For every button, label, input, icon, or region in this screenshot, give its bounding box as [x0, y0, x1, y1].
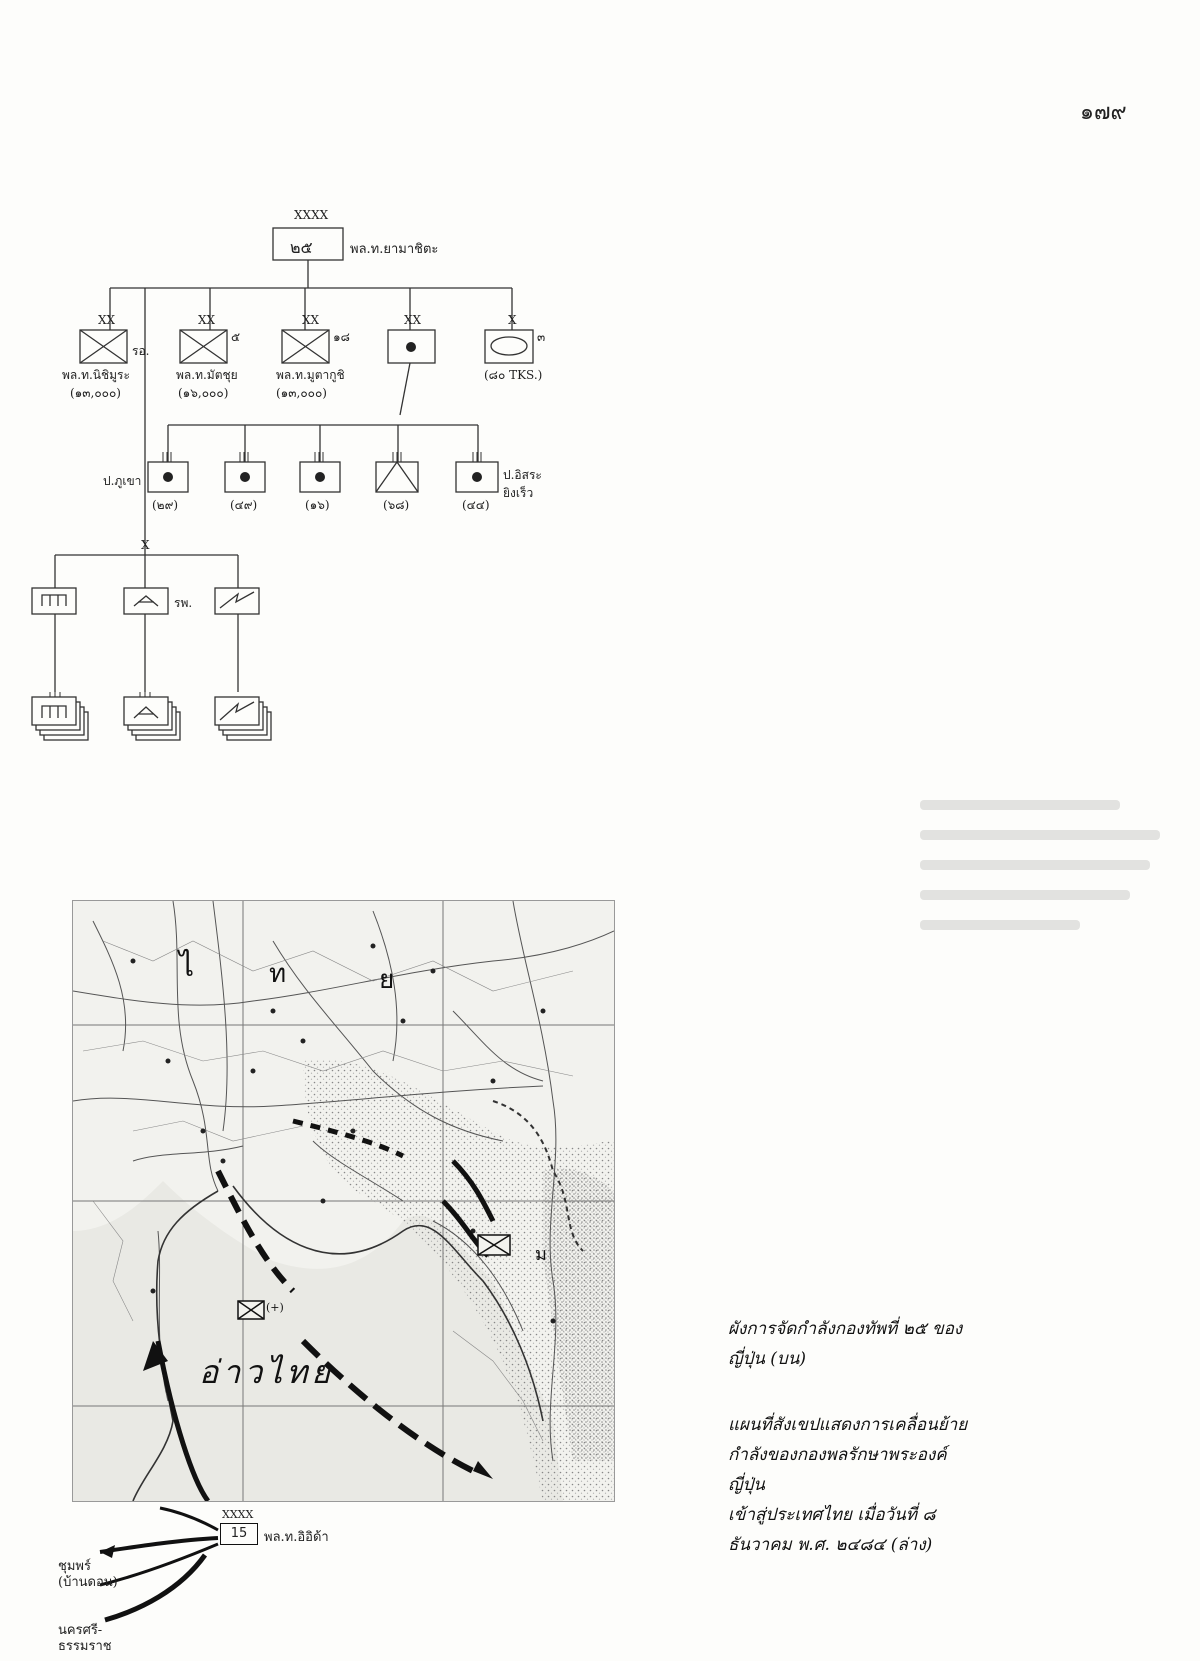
map-force-tag: (+) [266, 1301, 284, 1314]
map-army-echelon: XXXX [222, 1508, 254, 1521]
caption-bottom-line-2: กำลังของกองพลรักษาพระองค์ญี่ปุ่น [728, 1445, 947, 1495]
division-1-suffix: รอ. [132, 344, 150, 358]
caption-bottom-line-3: เข้าสู่ประเทศไทย เมื่อวันที่ ๘ [728, 1505, 936, 1525]
caption-top-line-1: ผังการจัดกำลังกองทัพที่ ๒๕ ของ [728, 1319, 963, 1339]
map-east-marker: ม [535, 1244, 547, 1265]
map-army-commander: พล.ท.อิอิด้า [264, 1530, 329, 1545]
map-country-letter-1: ไ [179, 949, 195, 984]
map-country-letter-3: ย [379, 965, 395, 995]
regiment-5-label: (๔๔) [462, 498, 490, 512]
regiment-1-label: (๒๙) [152, 498, 179, 512]
regiment-4-label: (๖๘) [383, 498, 410, 512]
regiment-2-label: (๔๙) [230, 498, 258, 512]
army-echelon: XXXX [294, 208, 329, 222]
caption-top-line-2: ญี่ปุ่น (บน) [728, 1349, 806, 1369]
regiment-1-left-label: ป.ภูเขา [103, 474, 142, 488]
org-chart [0, 0, 620, 760]
map-gulf-label: อ่าวไทย [199, 1353, 335, 1391]
caption-bottom-line-1: แผนที่สังเขปแสดงการเคลื่อนย้าย [728, 1415, 968, 1435]
army-commander: พล.ท.ยามาชิตะ [350, 242, 439, 257]
regiment-5-right-label-1: ป.อิสระ [503, 468, 542, 482]
map-dest-2a: นครศรี- [58, 1623, 103, 1638]
division-3-strength: (๑๓,๐๐๐) [276, 386, 327, 400]
map-drawing [73, 901, 614, 1501]
hospital-label: รพ. [174, 596, 193, 610]
division-5-strength: (๘๐ TKS.) [484, 368, 543, 382]
division-1-echelon: XX [98, 313, 116, 327]
division-1-strength: (๑๓,๐๐๐) [70, 386, 121, 400]
map-country-letter-2: ท [269, 959, 287, 989]
division-2-echelon: XX [198, 313, 216, 327]
caption-bottom-line-4: ธันวาคม พ.ศ. ๒๔๘๔ (ล่าง) [728, 1535, 933, 1555]
division-5-echelon: X [508, 313, 517, 327]
division-3-commander: พล.ท.มูตากูชิ [276, 368, 345, 382]
division-3-echelon: XX [302, 313, 320, 327]
support-echelon: X [141, 538, 150, 552]
sketch-map [72, 900, 615, 1502]
map-dest-1a: ชุมพร์ [58, 1559, 91, 1574]
division-1-commander: พล.ท.นิชิมูระ [62, 368, 130, 382]
division-2-strength: (๑๖,๐๐๐) [178, 386, 229, 400]
caption-top [728, 1314, 968, 1374]
division-4-echelon: XX [404, 313, 422, 327]
caption-bottom [728, 1410, 968, 1560]
map-army-number: 15 [230, 1526, 248, 1541]
map-dest-2b: ธรรมราช [58, 1639, 112, 1654]
army-number: ๒๕ [290, 238, 313, 257]
regiment-3-label: (๑๖) [305, 498, 330, 512]
division-2-commander: พล.ท.มัตชุย [176, 368, 238, 382]
bleed-through [920, 780, 1190, 980]
map-dest-1b: (บ้านดอน) [58, 1575, 118, 1590]
division-3-suffix: ๑๘ [333, 330, 350, 344]
division-5-suffix: ๓ [537, 330, 546, 344]
page-number: ๑๗๙ [1080, 100, 1127, 125]
regiment-5-right-label-2: ยิงเร็ว [503, 486, 534, 500]
division-2-suffix: ๕ [231, 330, 241, 344]
